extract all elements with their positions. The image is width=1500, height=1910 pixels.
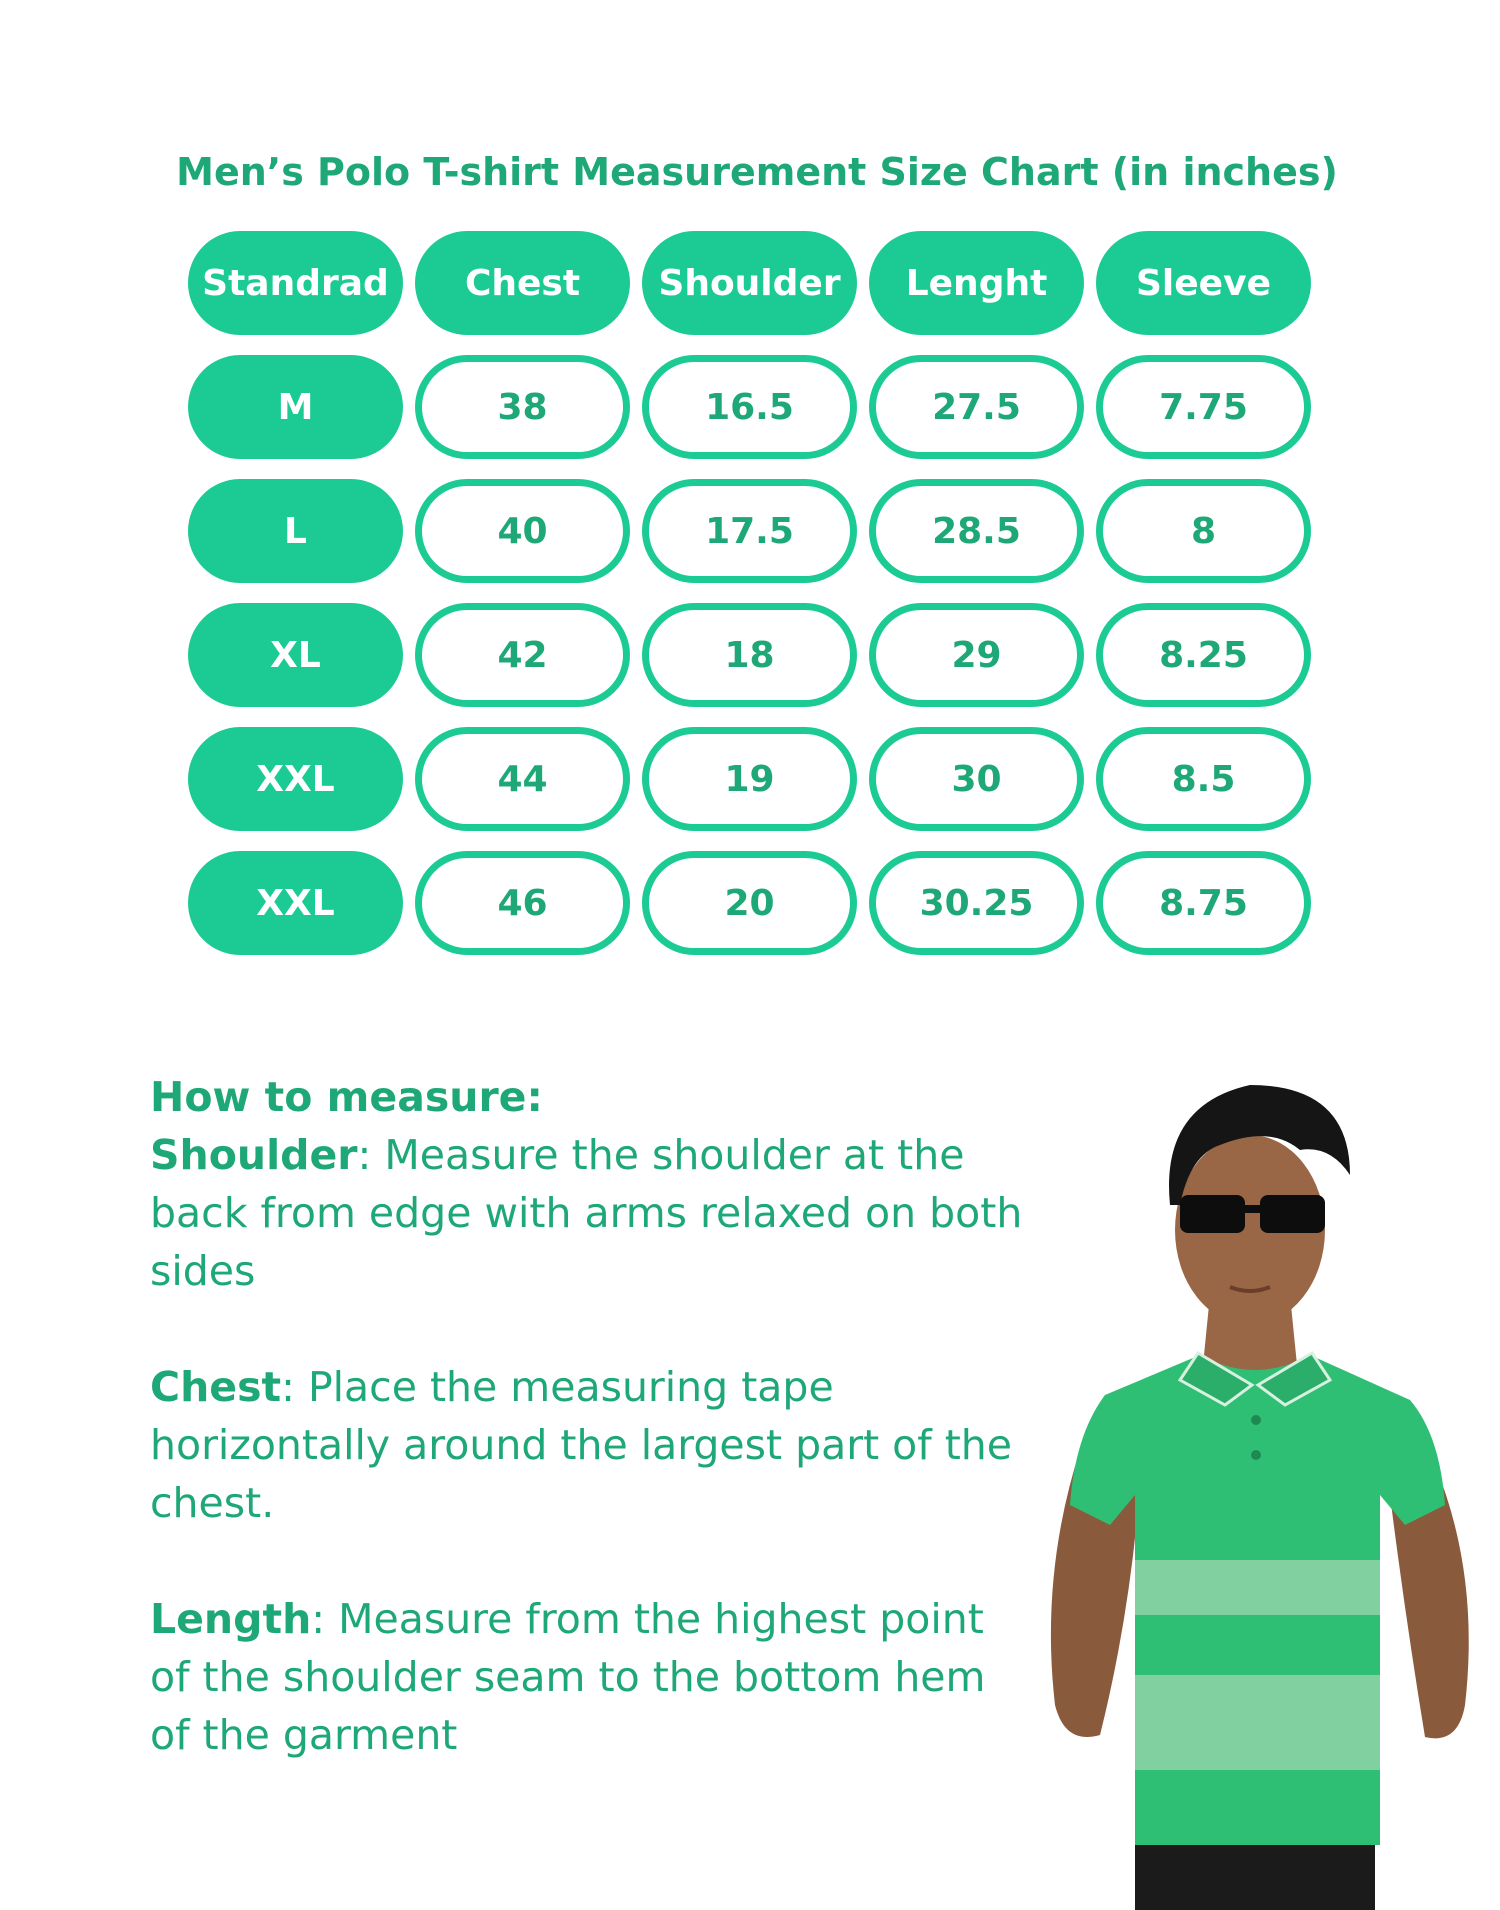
length-value: 28.5: [869, 479, 1084, 583]
length-value: 30: [869, 727, 1084, 831]
column-header-length: Lenght: [869, 231, 1084, 335]
column-header-sleeve: Sleeve: [1096, 231, 1311, 335]
shoulder-instruction: [150, 1126, 1030, 1300]
page-title: Men’s Polo T-shirt Measurement Size Chart (in inches): [176, 150, 1338, 194]
size-label: M: [188, 355, 403, 459]
shoulder-value: 16.5: [642, 355, 857, 459]
length-text: : Measure from the highest point of the shoulder seam to the bottom hem of the garment: [150, 1595, 986, 1759]
size-label: XXL: [188, 851, 403, 955]
column-header-shoulder: Shoulder: [642, 231, 857, 335]
length-value: 27.5: [869, 355, 1084, 459]
shoulder-value: 19: [642, 727, 857, 831]
model-photo: [1020, 1055, 1500, 1910]
length-term: Length: [150, 1595, 312, 1643]
chest-value: 44: [415, 727, 630, 831]
length-value: 29: [869, 603, 1084, 707]
length-instruction: [150, 1590, 1030, 1764]
shoulder-value: 17.5: [642, 479, 857, 583]
measurement-instructions: [150, 1068, 1030, 1822]
shoulder-value: 18: [642, 603, 857, 707]
sleeve-value: 8: [1096, 479, 1311, 583]
size-label: XL: [188, 603, 403, 707]
chest-instruction: [150, 1358, 1030, 1532]
column-header-standard: Standrad: [188, 231, 403, 335]
size-chart-table: [188, 231, 1311, 955]
size-label: L: [188, 479, 403, 583]
column-header-chest: Chest: [415, 231, 630, 335]
shoulder-value: 20: [642, 851, 857, 955]
chest-value: 42: [415, 603, 630, 707]
chest-text: : Place the measuring tape horizontally around the largest part of the chest.: [150, 1363, 1013, 1527]
sleeve-value: 8.5: [1096, 727, 1311, 831]
chest-value: 46: [415, 851, 630, 955]
chest-term: Chest: [150, 1363, 282, 1411]
sleeve-value: 7.75: [1096, 355, 1311, 459]
shoulder-term: Shoulder: [150, 1131, 358, 1179]
sleeve-value: 8.25: [1096, 603, 1311, 707]
instructions-heading: How to measure:: [150, 1073, 543, 1121]
shoulder-text: : Measure the shoulder at the back from edge with arms relaxed on both sides: [150, 1131, 1023, 1295]
chest-value: 38: [415, 355, 630, 459]
length-value: 30.25: [869, 851, 1084, 955]
size-label: XXL: [188, 727, 403, 831]
sleeve-value: 8.75: [1096, 851, 1311, 955]
chest-value: 40: [415, 479, 630, 583]
